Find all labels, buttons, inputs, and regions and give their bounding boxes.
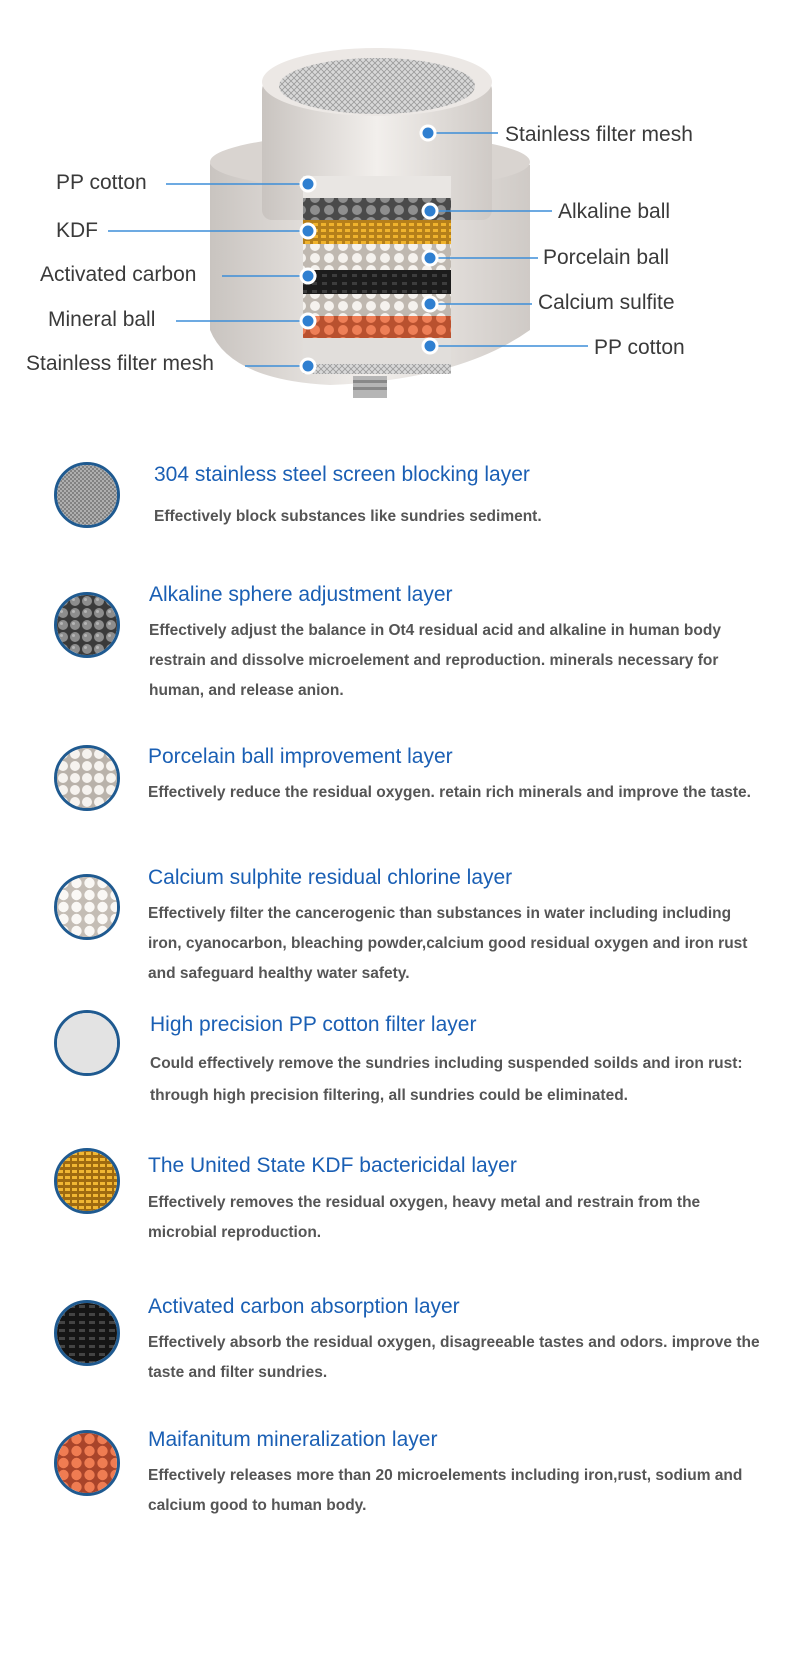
layer-description: Effectively filter the cancerogenic than substances in water including including iron, cyanocarbon, bleaching powder,calcium good residual oxygen and iron rust and safeguard healthy water safety. xyxy=(148,905,748,982)
layer-title: 304 stainless steel screen blocking layer xyxy=(154,463,530,486)
label-left-stainless-mesh: Stainless filter mesh xyxy=(26,352,214,375)
activated-carbon-icon xyxy=(54,1300,120,1366)
label-right-porcelain-ball: Porcelain ball xyxy=(543,246,670,269)
mineral-ball-icon xyxy=(54,1430,120,1496)
label-right-calcium-sulfite: Calcium sulfite xyxy=(538,291,675,314)
porcelain-ball-icon xyxy=(54,745,120,811)
label-left-activated-carbon: Activated carbon xyxy=(40,263,197,286)
layer-description: Effectively removes the residual oxygen, heavy metal and restrain from the microbial reproduction. xyxy=(148,1194,701,1241)
pp-cotton-icon xyxy=(54,1010,120,1076)
layer-title: Activated carbon absorption layer xyxy=(148,1295,460,1318)
calcium-sulfite-icon xyxy=(54,874,120,940)
alkaline-ball-icon xyxy=(54,592,120,658)
kdf-granule-icon xyxy=(54,1148,120,1214)
label-right-pp-cotton: PP cotton xyxy=(594,336,685,359)
layer-description: Effectively releases more than 20 microelements including iron,rust, sodium and calcium good to human body. xyxy=(148,1467,743,1514)
layer-description: Effectively reduce the residual oxygen. retain rich minerals and improve the taste. xyxy=(148,784,751,801)
label-right-alkaline-ball: Alkaline ball xyxy=(558,200,671,223)
filter-cutaway-diagram xyxy=(0,0,800,430)
layer-title: Porcelain ball improvement layer xyxy=(148,745,453,768)
label-left-kdf: KDF xyxy=(56,219,98,242)
layer-title: The United State KDF bactericidal layer xyxy=(148,1154,517,1177)
layer-title: Maifanitum mineralization layer xyxy=(148,1428,438,1451)
steel-mesh-icon xyxy=(54,462,120,528)
layer-title: Calcium sulphite residual chlorine layer xyxy=(148,866,513,889)
layer-title: High precision PP cotton filter layer xyxy=(150,1013,477,1036)
layer-title: Alkaline sphere adjustment layer xyxy=(149,583,453,606)
label-left-mineral-ball: Mineral ball xyxy=(48,308,156,331)
layer-description: Effectively block substances like sundries sediment. xyxy=(154,508,542,525)
layer-description: Effectively adjust the balance in Ot4 residual acid and alkaline in human body restrain and dissolve microelement and reproduction. minerals necessary for human, and release anion. xyxy=(149,622,721,699)
label-right-stainless-mesh: Stainless filter mesh xyxy=(505,123,693,146)
layer-description: Could effectively remove the sundries including suspended soilds and iron rust: through high precision filtering, all sundries could be eliminated. xyxy=(150,1055,743,1104)
layer-description: Effectively absorb the residual oxygen, disagreeable tastes and odors. improve the taste and filter sundries. xyxy=(148,1334,760,1381)
label-left-pp-cotton: PP cotton xyxy=(56,171,147,194)
